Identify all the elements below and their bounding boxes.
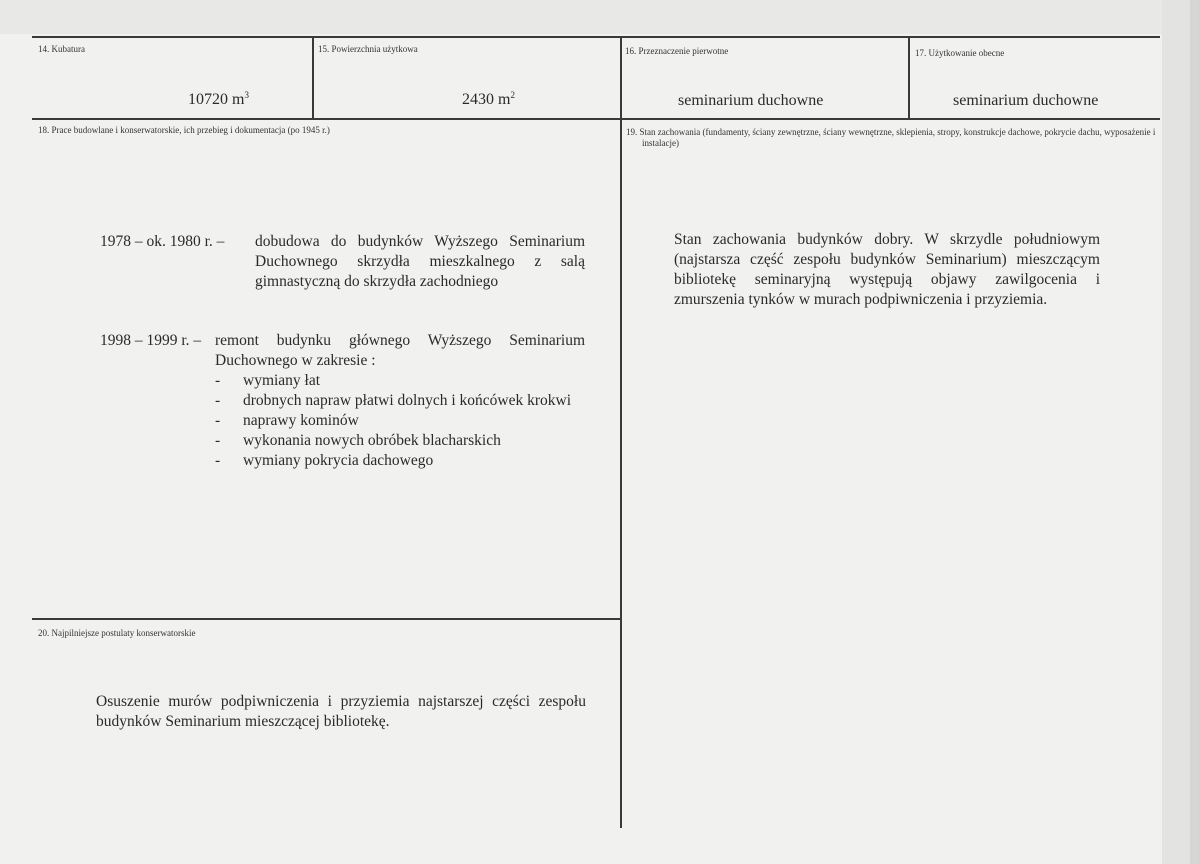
rule-col-c (908, 36, 910, 120)
kubatura-label: 14. Kubatura (38, 44, 85, 54)
dash-marker: - (215, 412, 221, 429)
rule-top (32, 36, 1160, 38)
rule-row1-bottom (32, 118, 1160, 120)
postulaty-text: Osuszenie murów podpiwniczenia i przyziemia najstarszej części zespołu budynków Seminarium mieszczącej bibliotekę. (96, 693, 586, 730)
uzytkowanie-value: seminarium duchowne (953, 92, 1099, 109)
prace-label: 18. Prace budowlane i konserwatorskie, ich przebieg i dokumentacja (po 1945 r.) (38, 125, 330, 135)
prace-bullet-item (215, 451, 433, 471)
postulaty-label: 20. Najpilniejsze postulaty konserwatorskie (38, 628, 196, 638)
dash-marker: - (215, 432, 221, 449)
kubatura-value (188, 91, 249, 109)
powierzchnia-unit-exponent: 2 (510, 90, 515, 100)
prace-entry-date: 1998 – 1999 r. – (100, 332, 202, 349)
przeznaczenie-value: seminarium duchowne (678, 92, 824, 109)
przeznaczenie-label: 16. Przeznaczenie pierwotne (625, 46, 729, 56)
bullet-text: wymiany łat (243, 372, 321, 389)
bullet-text: drobnych napraw płatwi dolnych i końcówek krokwi (243, 392, 572, 409)
bullet-text: wymiany pokrycia dachowego (243, 452, 434, 469)
prace-bullet-item (215, 391, 571, 411)
powierzchnia-value (462, 91, 515, 109)
kubatura-unit-exponent: 3 (244, 90, 249, 100)
bullet-text: naprawy kominów (243, 412, 359, 429)
kubatura-number: 10720 m (188, 91, 245, 108)
uzytkowanie-label: 17. Użytkowanie obecne (915, 48, 1005, 58)
prace-entry-text: dobudowa do budynków Wyższego Seminarium Duchownego skrzydła mieszkalnego z salą gimnastyczną do skrzydła zachodniego (255, 233, 585, 290)
prace-bullet-item (215, 411, 359, 431)
prace-bullet-item (215, 431, 501, 451)
powierzchnia-label: 15. Powierzchnia użytkowa (318, 44, 418, 54)
stan-label: 19. Stan zachowania (fundamenty, ściany zewnętrzne, ściany wewnętrzne, sklepienia, stropy, konstrukcje dachowe, pokrycie dachu, wyposażenie i instalacje) (626, 127, 1156, 148)
rule-col-a (312, 36, 314, 120)
scan-edge (1190, 0, 1199, 864)
prace-entry-date: 1978 – ok. 1980 r. – (100, 233, 225, 250)
prace-bullet-item (215, 371, 320, 391)
powierzchnia-number: 2430 m (462, 91, 511, 108)
dash-marker: - (215, 392, 221, 409)
bullet-text: wykonania nowych obróbek blacharskich (243, 432, 501, 449)
stan-text: Stan zachowania budynków dobry. W skrzydle południowym (najstarsza część zespołu budynków Seminarium) mieszczącym bibliotekę seminaryjną występują objawy zawilgocenia i zmurszenia tynków w murach podpiwniczenia i przyziemia. (674, 231, 1100, 308)
rule-postulaty-top (32, 618, 621, 620)
rule-col-b (620, 36, 622, 828)
prace-entry-text: remont budynku głównego Wyższego Seminarium Duchownego w zakresie : (215, 332, 585, 369)
dash-marker: - (215, 452, 221, 469)
scan-top-margin (0, 0, 1199, 34)
dash-marker: - (215, 372, 221, 389)
